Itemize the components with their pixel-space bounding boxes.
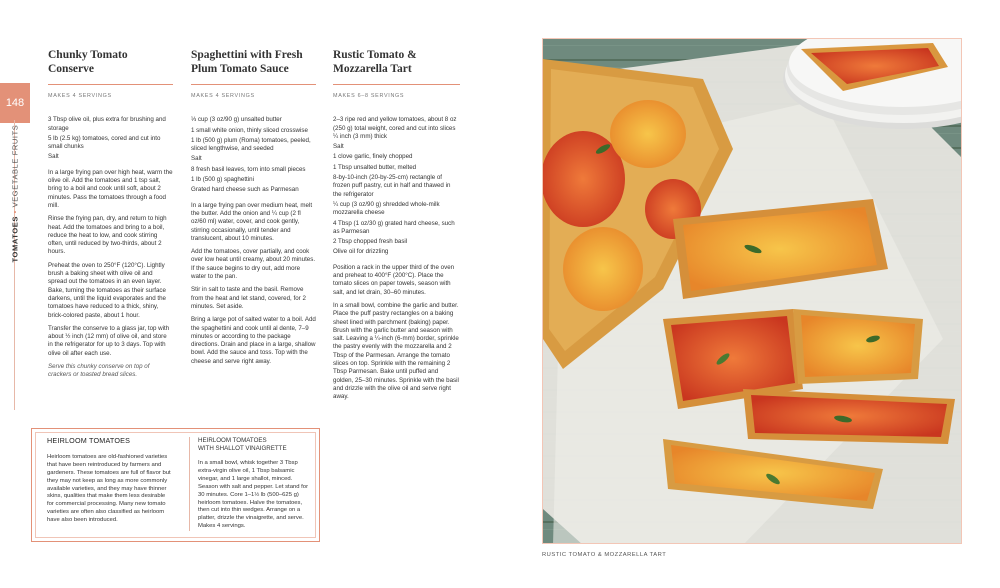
sidebar-recipe-title: [198, 437, 310, 453]
ingredient: 2–3 ripe red and yellow tomatoes, about 8 oz (250 g) total weight, cored and cut into slices ¼ inch (3 mm) thick: [333, 116, 457, 140]
ingredient-list: [48, 116, 173, 161]
ingredient: 4 Tbsp (1 oz/30 g) grated hard cheese, such as Parmesan: [333, 219, 455, 235]
ingredient: 8 fresh basil leaves, torn into small pieces: [191, 165, 306, 173]
ingredient: 1 clove garlic, finely chopped: [333, 153, 413, 161]
recipe-title: Chunky Tomato Conserve: [48, 48, 173, 85]
recipe-step: Preheat the oven to 250°F (120°C). Lightly brush a baking sheet with olive oil and spread out the tomatoes in an even layer. Bake, turning the tomatoes as their surface darkens, until the liquid evaporates and the tomatoes have reduced to a thick, shiny, brick-colored paste, about 1 hour.: [48, 261, 166, 319]
ingredient: Salt: [191, 155, 202, 163]
ingredient: 1 small white onion, thinly sliced crosswise: [191, 126, 308, 134]
recipe-step: Add the tomatoes, cover partially, and cook over low heat until creamy, about 20 minutes. If the sauce begins to dry out, add more water to the pan.: [191, 248, 316, 281]
ingredient-list: [333, 116, 460, 256]
sidebar-info-column: [47, 437, 171, 525]
tart-photo-illustration: [543, 39, 962, 544]
recipe-spaghettini: [191, 48, 316, 371]
recipe-step: In a large frying pan over high heat, warm the olive oil. Add the tomatoes and 1 tsp salt, bring to a boil and cook until soft, about 2 minutes. Pass the tomatoes through a food mill.: [48, 168, 173, 209]
ingredient: ¼ cup (3 oz/90 g) shredded whole-milk mozzarella cheese: [333, 200, 440, 217]
sidebar-recipe-body: In a small bowl, whisk together 3 Tbsp extra-virgin olive oil, 1 Tbsp balsamic vinegar, and 1 large shallot, minced. Season with salt and pepper. Let stand for 30 minutes. Core 1–1½ lb (500–625 g) heirloom tomatoes. Halve the tomatoes, then cut into thin wedges. Arrange on a platter, drizzle the vinaigrette, and serve. Makes 4 servings.: [198, 460, 309, 530]
recipe-servings: MAKES 4 SERVINGS: [191, 93, 255, 99]
ingredient: 3 Tbsp olive oil, plus extra for brushing and storage: [48, 116, 166, 132]
sidebar-body: Heirloom tomatoes are old-fashioned varieties that have been reintroduced by farmers and gardeners. These tomatoes are full of flavor but they may not keep as long as more commonly available varieties, and they may have thinner skins, qualities that make them less desirable for commercial processing. Many new tomato varieties are often also classified as heirloom have also been introduced.: [47, 453, 171, 524]
recipe-step: In a large frying pan over medium heat, melt the butter. Add the onion and ¼ cup (2 fl oz/60 ml) water, cover, and cook gently, stirring occasionally, until tender and translucent, about 10 minutes.: [191, 201, 313, 242]
sidebar-recipe-title-line: WITH SHALLOT VINAIGRETTE: [198, 445, 287, 452]
heirloom-tomatoes-sidebar: [31, 428, 320, 542]
ingredient: 8-by-10-inch (20-by-25-cm) rectangle of frozen puff pastry, cut in half and thawed in the refrigerator: [333, 174, 451, 198]
section-title: TOMATOES: [10, 216, 20, 263]
section-label: [3, 124, 27, 268]
recipe-step: Stir in salt to taste and the basil. Remove from the heat and let stand, covered, for 2 minutes. Set aside.: [191, 286, 306, 310]
ingredient-list: [191, 116, 316, 194]
ingredient: Salt: [333, 143, 344, 151]
tart-photo: [542, 38, 962, 544]
section-subtitle: VEGETABLE FRUITS: [10, 124, 20, 208]
sidebar-recipe-column: [189, 437, 310, 531]
page-number: 148: [0, 83, 30, 123]
section-separator: •: [10, 210, 20, 214]
recipe-rustic-tomato-tart: [333, 48, 460, 407]
sidebar-recipe-title-line: HEIRLOOM TOMATOES: [198, 437, 267, 444]
recipe-step: Transfer the conserve to a glass jar, top with about ½ inch (12 mm) of olive oil, and store in the refrigerator for up to 3 days. Top with olive oil after each use.: [48, 324, 170, 357]
ingredient: 1 lb (500 g) plum (Roma) tomatoes, peeled, sliced lengthwise, and seeded: [191, 136, 311, 153]
sidebar-title: HEIRLOOM TOMATOES: [47, 436, 131, 445]
ingredient: 1 Tbsp unsalted butter, melted: [333, 163, 417, 171]
ingredient: 5 lb (2.5 kg) tomatoes, cored and cut into small chunks: [48, 134, 161, 151]
ingredient: Salt: [48, 153, 59, 161]
recipe-step: Bring a large pot of salted water to a boil. Add the spaghettini and cook until al dente, 7–9 minutes or according to the package directions. Drain and place in a large, shallow bowl. Add the sauce and toss. Top with the cheese and serve right away.: [191, 316, 316, 365]
recipe-title: Rustic Tomato & Mozzarella Tart: [333, 48, 460, 85]
recipe-title: Spaghettini with Fresh Plum Tomato Sauce: [191, 48, 316, 85]
ingredient: ⅓ cup (3 oz/90 g) unsalted butter: [191, 116, 282, 124]
recipe-chunky-tomato-conserve: [48, 48, 173, 385]
recipe-servings: MAKES 6–8 SERVINGS: [333, 93, 405, 99]
ingredient: 2 Tbsp chopped fresh basil: [333, 238, 408, 246]
ingredient: 1 lb (500 g) spaghettini: [191, 176, 254, 184]
photo-caption: RUSTIC TOMATO & MOZZARELLA TART: [542, 552, 667, 558]
recipe-servings: MAKES 4 SERVINGS: [48, 93, 112, 99]
recipe-step: Rinse the frying pan, dry, and return to high heat. Add the tomatoes and bring to a boil, reduce the heat to low, and cook stirring often, until reduced by two-thirds, about 2 hours.: [48, 215, 167, 256]
recipe-step: In a small bowl, combine the garlic and butter. Place the puff pastry rectangles on a baking sheet lined with parchment (baking) paper. Brush with the garlic butter and season with salt. Leaving a ¼-inch (6-mm) border, sprinkle the pastry evenly with the mozzarella and 2 Tbsp of the Parmesan. Arrange the tomato slices on top. Sprinkle with the remaining 2 Tbsp Parmesan. Bake until puffed and golden, 25–30 minutes. Sprinkle with the basil and drizzle with the olive oil and serve right away.: [333, 301, 459, 401]
ingredient: Olive oil for drizzling: [333, 248, 389, 256]
ingredient: Grated hard cheese such as Parmesan: [191, 186, 299, 194]
recipe-step: Position a rack in the upper third of the oven and preheat to 400°F (200°C). Place the tomato slices on paper towels, season with salt, and let drain, 30–60 minutes.: [333, 263, 455, 296]
recipe-note: Serve this chunky conserve on top of crackers or toasted bread slices.: [48, 363, 150, 379]
